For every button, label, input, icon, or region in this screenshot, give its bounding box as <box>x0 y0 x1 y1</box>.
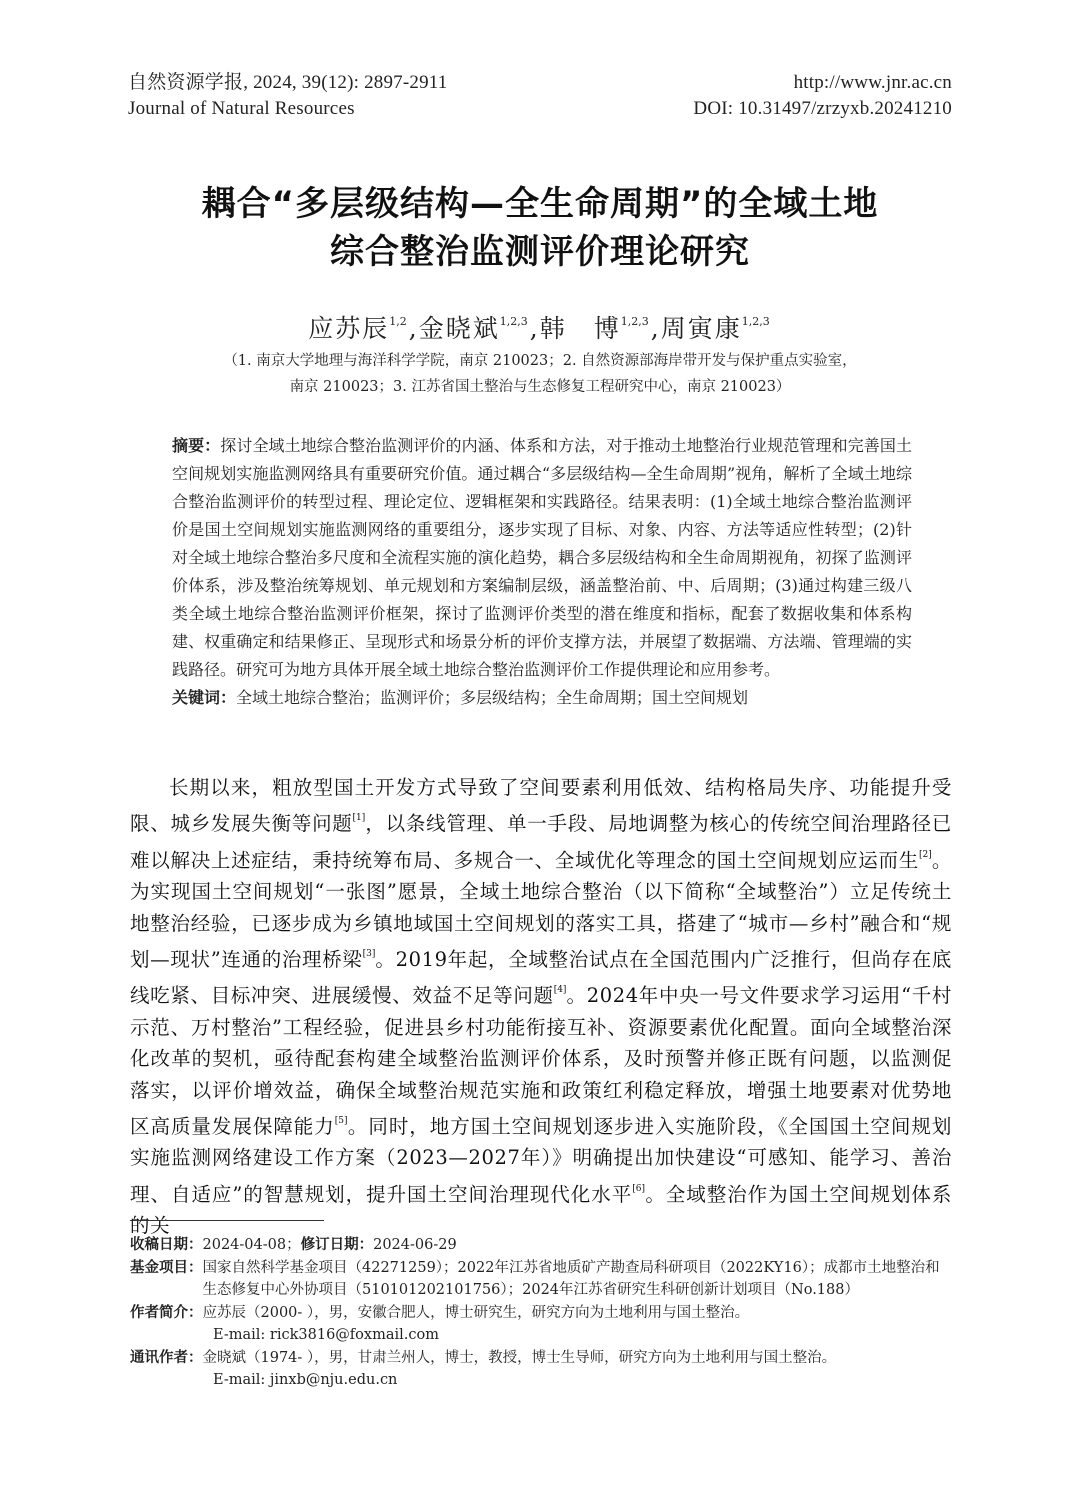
body-text: ，以条线管理、单一手段、局地调整为核心的传统空间治理路径已难以解决上述症结，秉持统筹布局、多规合一、全域优化等理念的国土空间规划应运而生 <box>130 812 952 872</box>
author-bio-text: 应苏辰（2000- ），男，安徽合肥人，博士研究生，研究方向为土地利用与国土整治。 <box>202 1304 750 1321</box>
corresponding-email[interactable]: E-mail: jinxb@nju.edu.cn <box>213 1372 398 1388</box>
paper-title <box>0 180 1080 276</box>
author-name: 周寅康 <box>660 314 742 343</box>
affiliations <box>0 348 1080 400</box>
author-name: 韩 博 <box>539 314 621 343</box>
author-name: 金晓斌 <box>418 314 500 343</box>
keywords-label: 关键词： <box>172 688 237 707</box>
author-list: 应苏辰$^{1,2}$,金晓斌$^{1,2,3}$,韩 博$^{1,2,3}$,周寅康$^{1,2,3}$ <box>308 314 770 343</box>
abstract-paragraph <box>172 432 912 684</box>
body-text: 。同时，地方国土空间规划逐步进入实施阶段，《全国国土空间规划实施监测网络建设工作方案（2023—2027年）》明确提出加快建设“可感知、能学习、善治理、自适应”的智慧规划，提升国土空间治理现代化水平 <box>130 1115 952 1206</box>
citation-ref[interactable]: [4] <box>553 985 567 996</box>
abstract-label: 摘要： <box>172 436 221 455</box>
abstract <box>172 432 912 712</box>
journal-url[interactable]: http://www.jnr.ac.cn <box>793 72 952 93</box>
abstract-text: 探讨全域土地综合整治监测评价的内涵、体系和方法，对于推动土地整治行业规范管理和完善国土空间规划实施监测网络具有重要研究价值。通过耦合“多层级结构—全生命周期”视角，解析了全域土地综合整治监测评价的转型过程、理论定位、逻辑框架和实践路径。结果表明：(1)全域土地综合整治监测评价是国土空间规划实施监测网络的重要组分，逐步实现了目标、对象、内容、方法等适应性转型；(2)针对全域土地综合整治多尺度和全流程实施的演化趋势，耦合多层级结构和全生命周期视角，初探了监测评价体系，涉及整治统筹规划、单元规划和方案编制层级，涵盖整治前、中、后周期；(3)通过构建三级八类全域土地综合整治监测评价框架，探讨了监测评价类型的潜在维度和指标，配套了数据收集和体系构建、权重确定和结果修正、呈现形式和场景分析的评价支撑方法，并展望了数据端、方法端、管理端的实践路径。研究可为地方具体开展全域土地综合整治监测评价工作提供理论和应用参考。 <box>172 436 912 679</box>
body-text: 长期以来，粗放型国土开发方式导致了空间要素利用低效、结构格局失序、功能提升受限、城乡发展失衡等问题 <box>130 776 952 836</box>
running-header-left <box>128 70 448 122</box>
author-bio-label: 作者简介： <box>130 1304 203 1321</box>
received-date: 2024-04-08； <box>202 1237 301 1253</box>
citation-ref[interactable]: [5] <box>334 1116 348 1127</box>
corresponding-row <box>130 1347 952 1370</box>
footnote-divider <box>130 1220 324 1221</box>
author-bio-row <box>130 1302 952 1325</box>
journal-name: Journal of Natural Resources <box>128 98 355 119</box>
dates-row <box>130 1234 952 1257</box>
revised-date: 2024-06-29 <box>373 1237 457 1253</box>
citation-ref[interactable]: [3] <box>362 949 376 960</box>
keywords-text: 全域土地综合整治；监测评价；多层级结构；全生命周期；国土空间规划 <box>236 688 749 707</box>
doi: DOI: 10.31497/zrzyxb.20241210 <box>693 98 952 119</box>
footnote-block <box>130 1234 952 1392</box>
fund-row <box>130 1257 952 1302</box>
corresponding-label: 通讯作者： <box>130 1349 203 1366</box>
revised-label: 修订日期： <box>300 1237 374 1253</box>
journal-citation: 自然资源学报, 2024, 39(12): 2897-2911 <box>128 72 448 93</box>
fund-text: 国家自然科学基金项目（42271259）；2022年江苏省地质矿产勘查局科研项目（2022KY16）；成都市土地整治和生态修复中心外协项目（510101202101756）；2024年江苏省研究生科研创新计划项目（No.188） <box>202 1259 940 1298</box>
affiliation-line: 南京 210023；3. 江苏省国土整治与生态修复工程研究中心，南京 210023） <box>289 379 791 395</box>
author-affiliation-mark: 1,2,3 <box>741 315 770 328</box>
fund-label: 基金项目： <box>130 1259 203 1276</box>
citation-ref[interactable]: [6] <box>632 1183 645 1194</box>
affiliation-line: （1. 南京大学地理与海洋科学学院，南京 210023；2. 自然资源部海岸带开发与保护重点实验室， <box>223 353 857 369</box>
author-name: 应苏辰 <box>308 314 390 343</box>
author-email[interactable]: E-mail: rick3816@foxmail.com <box>213 1327 439 1343</box>
body-text: 。为实现国土空间规划“一张图”愿景，全域土地综合整治（以下简称“全域整治”）立足传统土地整治经验，已逐步成为乡镇地域国土空间规划的落实工具，搭建了“城市—乡村”融合和“规划—现状”连通的治理桥梁 <box>130 848 952 972</box>
author-affiliation-mark: 1,2,3 <box>620 315 649 328</box>
body-text: 。2024年中央一号文件要求学习运用“千村示范、万村整治”工程经验，促进县乡村功能衔接互补、资源要素优化配置。面向全域整治深化改革的契机，亟待配套构建全域整治监测评价体系，及时预警并修正既有问题，以监测促落实，以评价增效益，确保全域整治规范实施和政策红利稳定释放，增强土地要素对优势地区高质量发展保障能力 <box>130 984 952 1139</box>
author-affiliation-mark: 1,2,3 <box>499 315 528 328</box>
body-text: 。全域整治作为国土空间规划体系的关 <box>130 1182 952 1238</box>
body-paragraph <box>130 772 952 1242</box>
citation-ref[interactable]: [2] <box>919 849 932 860</box>
title-line-2: 综合整治监测评价理论研究 <box>330 232 750 272</box>
received-label: 收稿日期： <box>130 1237 203 1253</box>
running-header-right <box>693 70 952 122</box>
citation-ref[interactable]: [1] <box>352 813 366 824</box>
keywords-line <box>172 684 912 712</box>
corresponding-text: 金晓斌（1974- ），男，甘肃兰州人，博士，教授，博士生导师，研究方向为土地利用与国土整治。 <box>202 1349 837 1366</box>
title-line-1: 耦合“多层级结构—全生命周期”的全域土地 <box>201 184 879 224</box>
body-text: 。2019年起，全域整治试点在全国范围内广泛推行，但尚存在底线吃紧、目标冲突、进展缓慢、效益不足等问题 <box>130 948 952 1008</box>
author-affiliation-mark: 1,2 <box>389 315 407 328</box>
